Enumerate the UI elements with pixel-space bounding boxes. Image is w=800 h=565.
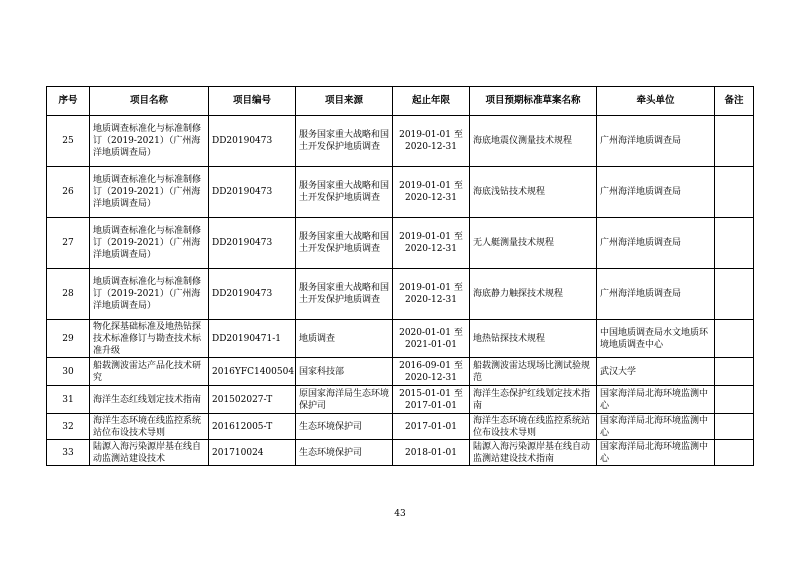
cell-lead-unit: 国家海洋局北海环境监测中心 <box>597 440 715 466</box>
period-start: 2017-01-01 <box>405 421 457 432</box>
cell-draft-standard: 海洋生态环境在线监控系统站位布设技术导则 <box>470 414 597 440</box>
cell-project-name: 地质调查标准化与标准制修订（2019-2021）（广州海洋地质调查局） <box>90 218 209 269</box>
cell-remark <box>715 358 754 386</box>
standards-table <box>46 86 754 466</box>
period-start: 2018-01-01 <box>405 447 457 458</box>
table-header-row <box>47 87 754 116</box>
cell-project-source: 服务国家重大战略和国土开发保护地质调查 <box>296 116 393 167</box>
cell-draft-standard: 无人艇测量技术规程 <box>470 218 597 269</box>
cell-period <box>393 386 470 414</box>
cell-remark <box>715 167 754 218</box>
cell-draft-standard: 船载测波雷达现场比测试验规范 <box>470 358 597 386</box>
header-draft-standard: 项目预期标准草案名称 <box>470 87 597 116</box>
cell-draft-standard: 陆源入海污染源岸基在线自动监测站建设技术指南 <box>470 440 597 466</box>
period-start: 2019-01-01 至 <box>399 130 463 140</box>
cell-period <box>393 414 470 440</box>
cell-remark <box>715 440 754 466</box>
cell-draft-standard: 海洋生态保护红线划定技术指南 <box>470 386 597 414</box>
cell-seq: 28 <box>47 269 90 320</box>
cell-lead-unit: 武汉大学 <box>597 358 715 386</box>
cell-period <box>393 116 470 167</box>
cell-project-source: 地质调查 <box>296 320 393 358</box>
cell-period <box>393 269 470 320</box>
cell-project-name: 船载测波雷达产品化技术研究 <box>90 358 209 386</box>
cell-seq: 26 <box>47 167 90 218</box>
cell-project-code: 201612005-T <box>209 414 296 440</box>
cell-project-name: 地质调查标准化与标准制修订（2019-2021）（广州海洋地质调查局） <box>90 167 209 218</box>
cell-project-source: 服务国家重大战略和国土开发保护地质调查 <box>296 167 393 218</box>
cell-project-source: 国家科技部 <box>296 358 393 386</box>
period-end: 2020-12-31 <box>405 244 457 254</box>
cell-project-name: 地质调查标准化与标准制修订（2019-2021）（广州海洋地质调查局） <box>90 116 209 167</box>
cell-lead-unit: 广州海洋地质调查局 <box>597 218 715 269</box>
cell-lead-unit: 国家海洋局北海环境监测中心 <box>597 386 715 414</box>
cell-lead-unit: 中国地质调查局水文地质环境地质调查中心 <box>597 320 715 358</box>
cell-project-source: 生态环境保护司 <box>296 440 393 466</box>
cell-seq: 31 <box>47 386 90 414</box>
period-end: 2020-12-31 <box>405 142 457 152</box>
cell-seq: 30 <box>47 358 90 386</box>
cell-draft-standard: 地热钻探技术规程 <box>470 320 597 358</box>
cell-project-code: DD20190473 <box>209 269 296 320</box>
table-row <box>47 386 754 414</box>
table-row <box>47 414 754 440</box>
table-row <box>47 218 754 269</box>
cell-draft-standard: 海底浅钻技术规程 <box>470 167 597 218</box>
table-row <box>47 320 754 358</box>
cell-project-code: DD20190473 <box>209 116 296 167</box>
period-start: 2019-01-01 至 <box>399 181 463 191</box>
cell-project-source: 服务国家重大战略和国土开发保护地质调查 <box>296 269 393 320</box>
cell-period <box>393 218 470 269</box>
cell-remark <box>715 320 754 358</box>
period-end: 2020-12-31 <box>405 295 457 305</box>
cell-remark <box>715 116 754 167</box>
cell-lead-unit: 广州海洋地质调查局 <box>597 116 715 167</box>
cell-project-code: 201710024 <box>209 440 296 466</box>
cell-project-source: 服务国家重大战略和国土开发保护地质调查 <box>296 218 393 269</box>
cell-seq: 33 <box>47 440 90 466</box>
header-project-name: 项目名称 <box>90 87 209 116</box>
header-project-source: 项目来源 <box>296 87 393 116</box>
header-period: 起止年限 <box>393 87 470 116</box>
cell-remark <box>715 386 754 414</box>
period-start: 2019-01-01 至 <box>399 283 463 293</box>
cell-period <box>393 358 470 386</box>
cell-seq: 32 <box>47 414 90 440</box>
cell-project-name: 陆源入海污染源岸基在线自动监测站建设技术 <box>90 440 209 466</box>
cell-project-source: 原国家海洋局生态环境保护司 <box>296 386 393 414</box>
header-lead-unit: 牵头单位 <box>597 87 715 116</box>
cell-project-code: DD20190473 <box>209 218 296 269</box>
header-remark: 备注 <box>715 87 754 116</box>
period-end: 2021-01-01 <box>405 339 457 350</box>
period-end: 2017-01-01 <box>405 400 457 411</box>
cell-draft-standard: 海底地震仪测量技术规程 <box>470 116 597 167</box>
cell-project-source: 生态环境保护司 <box>296 414 393 440</box>
period-end: 2020-12-31 <box>405 372 457 383</box>
period-start: 2020-01-01 至 <box>399 327 463 338</box>
cell-period <box>393 167 470 218</box>
cell-seq: 29 <box>47 320 90 358</box>
cell-lead-unit: 广州海洋地质调查局 <box>597 167 715 218</box>
cell-draft-standard: 海底静力触探技术规程 <box>470 269 597 320</box>
table-row <box>47 116 754 167</box>
period-start: 2016-09-01 至 <box>399 360 463 371</box>
cell-period <box>393 320 470 358</box>
cell-project-code: DD20190473 <box>209 167 296 218</box>
cell-remark <box>715 218 754 269</box>
cell-period <box>393 440 470 466</box>
cell-project-code: 201502027-T <box>209 386 296 414</box>
table-row <box>47 269 754 320</box>
table-row <box>47 440 754 466</box>
period-start: 2019-01-01 至 <box>399 232 463 242</box>
cell-remark <box>715 414 754 440</box>
cell-seq: 27 <box>47 218 90 269</box>
header-project-code: 项目编号 <box>209 87 296 116</box>
cell-project-name: 物化探基础标准及地热钻探技术标准修订与勘查技术标准升级 <box>90 320 209 358</box>
cell-remark <box>715 269 754 320</box>
cell-seq: 25 <box>47 116 90 167</box>
period-end: 2020-12-31 <box>405 193 457 203</box>
header-seq: 序号 <box>47 87 90 116</box>
cell-project-name: 海洋生态环境在线监控系统站位布设技术导则 <box>90 414 209 440</box>
period-start: 2015-01-01 至 <box>399 388 463 399</box>
table-row <box>47 358 754 386</box>
cell-project-code: DD20190471-1 <box>209 320 296 358</box>
cell-lead-unit: 广州海洋地质调查局 <box>597 269 715 320</box>
page-number: 43 <box>394 509 406 519</box>
table-row <box>47 167 754 218</box>
cell-lead-unit: 国家海洋局北海环境监测中心 <box>597 414 715 440</box>
cell-project-name: 地质调查标准化与标准制修订（2019-2021）（广州海洋地质调查局） <box>90 269 209 320</box>
cell-project-code: 2016YFC1400504 <box>209 358 296 386</box>
cell-project-name: 海洋生态红线划定技术指南 <box>90 386 209 414</box>
